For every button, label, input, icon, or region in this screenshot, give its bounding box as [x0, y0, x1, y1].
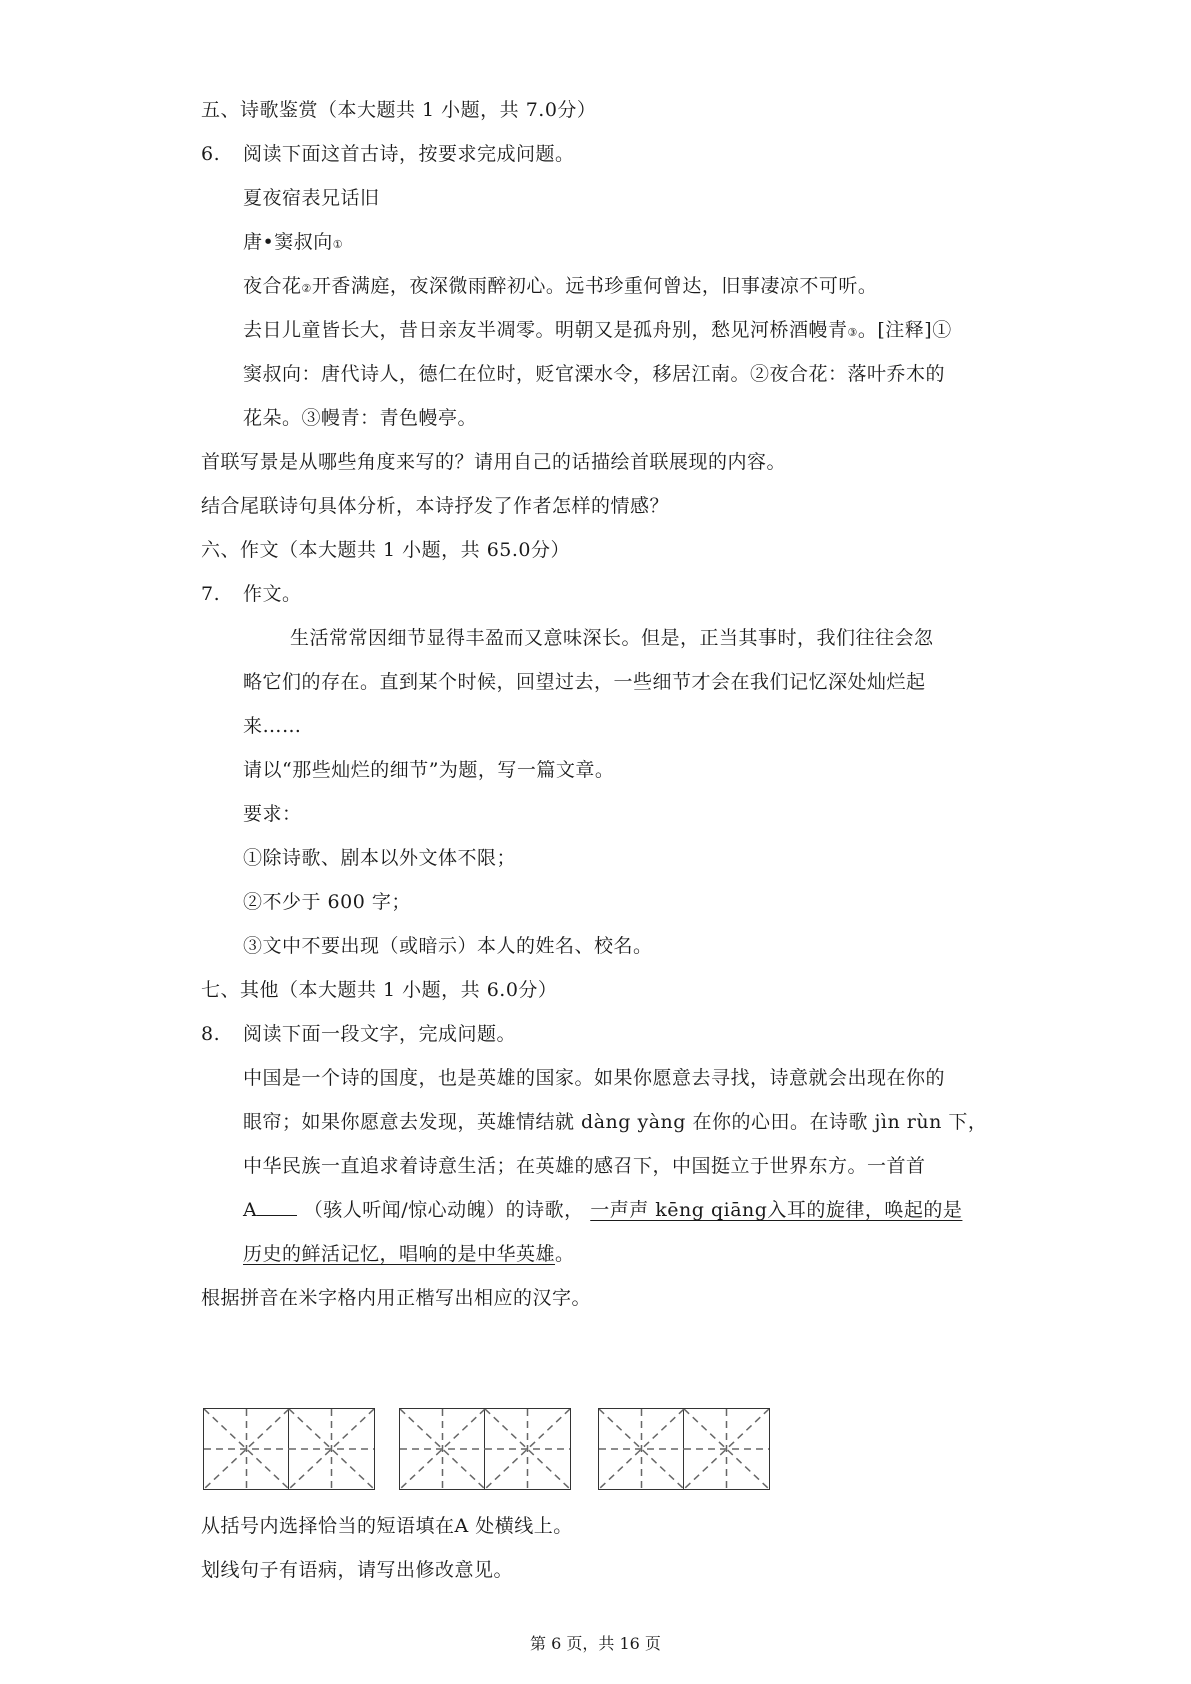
requirement-item: ②不少于 600 字；: [243, 891, 411, 913]
page-footer: 第 6 页，共 16 页: [530, 1634, 661, 1653]
requirement-item: ①除诗歌、剧本以外文体不限；: [243, 847, 517, 869]
mizige-guide-lines: [599, 1409, 684, 1489]
essay-paragraph: 略它们的存在。直到某个时候，回望过去，一些细节才会在我们记忆深处灿烂起: [243, 671, 926, 693]
question-number: 8.: [201, 1023, 221, 1045]
poem-text: 去日儿童皆长大，昔日亲友半凋零。明朝又是孤舟别，愁见河桥酒幔青: [243, 319, 848, 341]
essay-topic: 请以“那些灿烂的细节”为题，写一篇文章。: [243, 759, 615, 781]
poem-line-1: [243, 271, 877, 298]
blank-label: A: [243, 1199, 258, 1221]
sub-question: 首联写景是从哪些角度来写的？请用自己的话描绘首联展现的内容。: [201, 451, 787, 473]
question-prompt: 作文。: [243, 583, 302, 605]
footnote-marker: ③: [847, 326, 858, 339]
passage-line: 眼帘；如果你愿意去发现，英雄情结就 dàng yàng 在你的心田。在诗歌 jìn rùn 下，: [243, 1111, 988, 1133]
question-number: 7.: [201, 583, 221, 605]
passage-line: 中华民族一直追求着诗意生活；在英雄的感召下，中国挺立于世界东方。一首首: [243, 1155, 926, 1177]
poem-annotation-1: 窦叔向：唐代诗人，德仁在位时，贬官溧水令，移居江南。②夜合花：落叶乔木的: [243, 363, 946, 385]
passage-text: （骇人听闻/惊心动魄）的诗歌，: [303, 1199, 584, 1221]
mizige-guide-lines: [684, 1409, 769, 1489]
mizige-cell[interactable]: [289, 1409, 374, 1489]
mizige-grid-2[interactable]: [399, 1408, 571, 1490]
underlined-sentence: 历史的鲜活记忆，唱响的是中华英雄: [243, 1243, 556, 1265]
question-prompt: 阅读下面一段文字，完成问题。: [243, 1023, 517, 1045]
mizige-guide-lines: [485, 1409, 570, 1489]
mizige-cell[interactable]: [400, 1409, 485, 1489]
mizige-cell[interactable]: [485, 1409, 570, 1489]
poem-author: [243, 227, 343, 254]
poem-text: 。[注释]①: [857, 319, 952, 341]
passage-line: [243, 1239, 575, 1266]
question-8: [201, 1019, 516, 1046]
question-6: [201, 139, 575, 166]
footnote-marker: ①: [332, 238, 344, 251]
passage-line: [243, 1195, 962, 1222]
sub-question: 划线句子有语病，请写出修改意见。: [201, 1559, 514, 1581]
essay-paragraph: 生活常常因细节显得丰盈而又意味深长。但是，正当其事时，我们往往会忽: [290, 627, 934, 649]
mizige-guide-lines: [289, 1409, 374, 1489]
author-text: 唐•窦叔向: [243, 231, 333, 253]
mizige-cell[interactable]: [599, 1409, 684, 1489]
question-prompt: 阅读下面这首古诗，按要求完成问题。: [243, 143, 575, 165]
sub-question: 结合尾联诗句具体分析，本诗抒发了作者怎样的情感？: [201, 495, 670, 517]
question-7: [201, 579, 302, 606]
mizige-grid-1[interactable]: [203, 1408, 375, 1490]
question-number: 6.: [201, 143, 221, 165]
mizige-cell[interactable]: [684, 1409, 769, 1489]
footnote-marker: ②: [301, 282, 312, 295]
requirements-label: 要求：: [243, 803, 302, 825]
essay-paragraph: 来……: [243, 715, 302, 737]
sub-question: 从括号内选择恰当的短语填在A 处横线上。: [201, 1515, 573, 1537]
mizige-guide-lines: [204, 1409, 289, 1489]
sub-question: 根据拼音在米字格内用正楷写出相应的汉字。: [201, 1287, 592, 1309]
section-heading-7: 七、其他（本大题共 1 小题，共 6.0分）: [201, 979, 558, 1001]
mizige-cell[interactable]: [204, 1409, 289, 1489]
requirement-item: ③文中不要出现（或暗示）本人的姓名、校名。: [243, 935, 653, 957]
poem-text: 开香满庭，夜深微雨醉初心。远书珍重何曾达，旧事凄凉不可听。: [311, 275, 878, 297]
underlined-sentence: 一声声 kēng qiāng入耳的旋律，唤起的是: [590, 1199, 963, 1221]
section-heading-5: 五、诗歌鉴赏（本大题共 1 小题，共 7.0分）: [201, 99, 597, 121]
section-heading-6: 六、作文（本大题共 1 小题，共 65.0分）: [201, 539, 571, 561]
mizige-grid-3[interactable]: [598, 1408, 770, 1490]
passage-text: 。: [555, 1243, 575, 1265]
mizige-guide-lines: [400, 1409, 485, 1489]
passage-line: 中国是一个诗的国度，也是英雄的国家。如果你愿意去寻找，诗意就会出现在你的: [243, 1067, 946, 1089]
fill-in-blank[interactable]: [257, 1199, 297, 1216]
poem-line-2: [243, 315, 952, 342]
poem-annotation-2: 花朵。③幔青：青色幔亭。: [243, 407, 478, 429]
poem-title: 夏夜宿表兄话旧: [243, 187, 380, 209]
poem-text: 夜合花: [243, 275, 302, 297]
